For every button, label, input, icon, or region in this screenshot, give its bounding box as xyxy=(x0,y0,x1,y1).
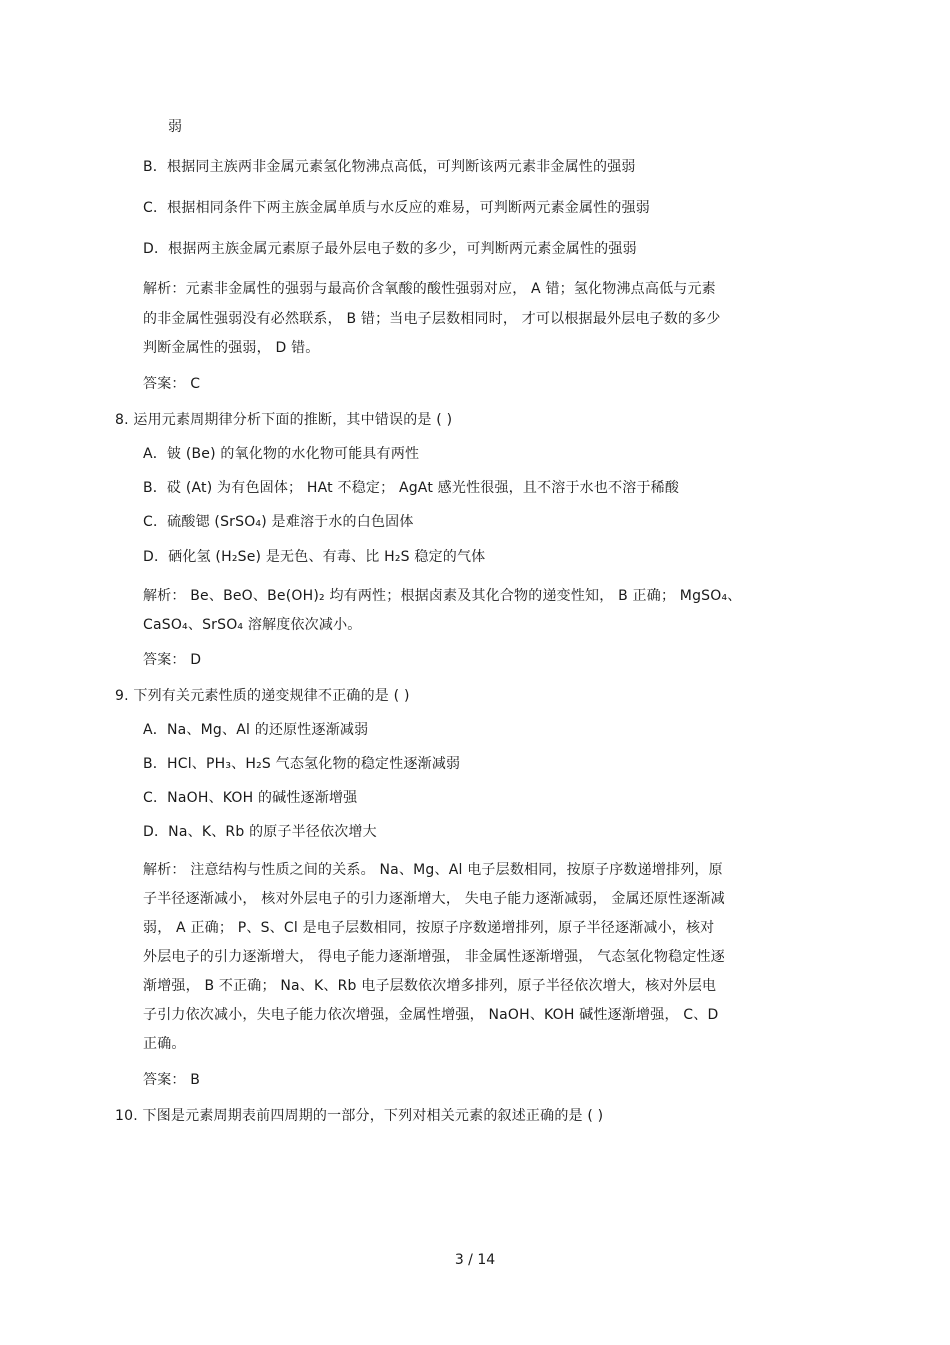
q7-option-b: B．根据同主族两非金属元素氢化物沸点高低，可判断该两元素非金属性的强弱 xyxy=(143,159,636,175)
q7-option-d: D．根据两主族金属元素原子最外层电子数的多少，可判断两元素金属性的强弱 xyxy=(143,241,637,257)
q9-analysis-line-6: 子引力依次减小，失电子能力依次增强，金属性增强， NaOH、KOH 碱性逐渐增强， C、D xyxy=(143,1007,719,1023)
q8-analysis-line-1: 解析： Be、BeO、Be(OH)₂ 均有两性；根据卤素及其化合物的递变性知， B 正确； MgSO₄、 xyxy=(143,588,742,604)
q7-analysis-line-3: 判断金属性的强弱， D 错。 xyxy=(143,340,320,356)
q8-analysis-line-2: CaSO₄、SrSO₄ 溶解度依次减小。 xyxy=(143,617,362,633)
q7-answer: 答案： C xyxy=(143,376,201,392)
q7-analysis-line-2: 的非金属性强弱没有必然联系， B 错；当电子层数相同时， 才可以根据最外层电子数的多少 xyxy=(143,311,721,327)
option-a-continuation: 弱 xyxy=(168,119,183,135)
q9-analysis-line-2: 子半径逐渐减小， 核对外层电子的引力逐渐增大， 失电子能力逐渐减弱， 金属还原性逐渐减 xyxy=(143,891,725,907)
q8-stem: 8. 运用元素周期律分析下面的推断，其中错误的是 ( ) xyxy=(115,412,453,428)
q8-answer: 答案： D xyxy=(143,652,202,668)
page-number: 3 / 14 xyxy=(454,1252,496,1268)
q9-analysis-line-3: 弱， A 正确； P、S、Cl 是电子层数相同，按原子序数递增排列，原子半径逐渐减小，核对 xyxy=(143,920,715,936)
q9-answer: 答案： B xyxy=(143,1072,201,1088)
q9-analysis-line-5: 渐增强， B 不正确； Na、K、Rb 电子层数依次增多排列，原子半径依次增大，核对外层电 xyxy=(143,978,717,994)
q9-analysis-line-1: 解析： 注意结构与性质之间的关系。 Na、Mg、Al 电子层数相同，按原子序数递增排列，原 xyxy=(143,862,723,878)
q8-option-d: D．硒化氢 (H₂Se) 是无色、有毒、比 H₂S 稳定的气体 xyxy=(143,549,486,565)
q9-stem: 9. 下列有关元素性质的递变规律不正确的是 ( ) xyxy=(115,688,410,704)
q7-option-c: C．根据相同条件下两主族金属单质与水反应的难易，可判断两元素金属性的强弱 xyxy=(143,200,650,216)
q8-option-a: A．铍 (Be) 的氧化物的水化物可能具有两性 xyxy=(143,446,420,462)
q9-option-a: A．Na、Mg、Al 的还原性逐渐减弱 xyxy=(143,722,369,738)
q9-analysis-line-7: 正确。 xyxy=(143,1036,186,1052)
q8-option-b: B．砹 (At) 为有色固体； HAt 不稳定； AgAt 感光性很强，且不溶于水也不溶于稀酸 xyxy=(143,480,680,496)
q9-option-d: D．Na、K、Rb 的原子半径依次增大 xyxy=(143,824,377,840)
q9-option-b: B．HCl、PH₃、H₂S 气态氢化物的稳定性逐渐减弱 xyxy=(143,756,461,772)
q7-analysis-line-1: 解析：元素非金属性的强弱与最高价含氧酸的酸性强弱对应， A 错；氢化物沸点高低与元素 xyxy=(143,281,716,297)
q9-analysis-line-4: 外层电子的引力逐渐增大， 得电子能力逐渐增强， 非金属性逐渐增强， 气态氢化物稳定性逐 xyxy=(143,949,725,965)
q9-option-c: C．NaOH、KOH 的碱性逐渐增强 xyxy=(143,790,358,806)
q8-option-c: C．硫酸锶 (SrSO₄) 是难溶于水的白色固体 xyxy=(143,514,414,530)
q10-stem: 10. 下图是元素周期表前四周期的一部分，下列对相关元素的叙述正确的是 ( ) xyxy=(115,1108,604,1124)
